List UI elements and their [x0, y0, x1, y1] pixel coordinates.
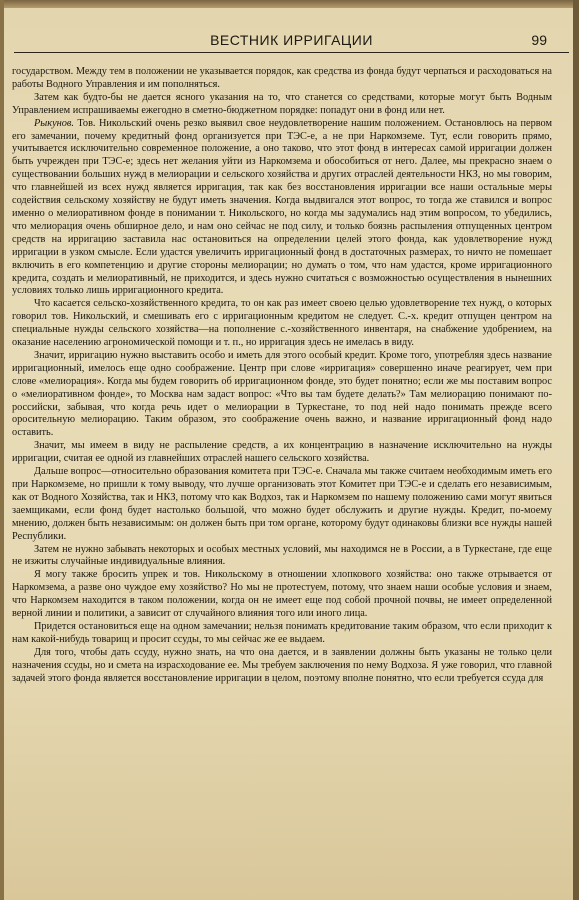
paragraph: Значит, мы имеем в виду не распыление средств, а их концентрацию в назначение исключительно на нужды ирригации, считая ее одной из главнейших отраслей нашего сельского хозяйства.: [12, 440, 552, 465]
paragraph: Значит, ирригацию нужно выставить особо и иметь для этого особый кредит. Кроме того, употребляя здесь название ирригационный, имелось еще одно соображение. Центр при слове «ирригация» совершенно иначе реагирует, чем при слове «мелиорация». Когда мы будем говорить об ирригационном фонде, это будет понятно; если же мы поставим вопрос о «мелиоративном фонде», то Москва нам задаст вопрос: «Что вы там будете делать?» Там мелиорацию понимают по-российски, забывая, что когда речь идет о мелиорации в Туркестане, то под ней надо понимать прежде всего оросительную мелиорацию. Таким образом, это соображение очень важно, и название ирригационный фонд надо оставить.: [12, 349, 552, 439]
body-text: [12, 66, 552, 686]
paragraph: Затем как будто-бы не дается ясного указания на то, что станется со средствами, которые могут быть Водным Управлением испрашиваемы ежегодно в сметно-бюджетном порядке: попадут они в фонд или нет.: [12, 91, 552, 116]
page-header: [14, 30, 569, 53]
paragraph: Для того, чтобы дать ссуду, нужно знать, на что она дается, и в заявлении должны быть указаны не только цели назначения ссуды, но и смета на израсходование ее. Мы требуем заключения по нему Водхоза. Я уже говорил, что главной задачей этого фонда является восстановление ирригации в целом, поэтому вполне понятно, что если требуется ссуда для: [12, 646, 552, 684]
paragraph: Рыкунов. Тов. Никольский очень резко выявил свое неудовлетворение нашим положением. Остановлюсь на первом его замечании, почему кредитный фонд организуется при ТЭС-е, а не при Наркомземе. Тут, если говорить прямо, учитывается исключительно современное положение, а оно таково, что этот фонд в интересах самой ирригации должен быть учрежден при ТЭС-е; здесь нет желания уйти из Наркомзема и обособиться от него. Далее, мы прекрасно знаем о существовании больших нужд в мелиорации и сельского хозяйства и других отраслей деятельности НКЗ, но мы говорим, что главнейшей из всех нужд является ирригация, так как без восстановления ирригации все наши остальные меры содействия сельскому хозяйству не будут иметь значения. Когда выдвигался этот вопрос, то тогда же ставился и вопрос именно о мелиоративном фонде в понимании т. Никольского, но когда мы задумались над этим вопросом, то убедились, что мелиорация очень обширное дело, и нам оно сейчас не под силу, и только боязнь распыления отпущенных центром средств на ирригацию заставила нас остановиться на определении целей этого фонда, как удовлетворение нужд ирригации в узком смысле. Если удастся увеличить ирригационный фонд в достаточных размерах, то ничто не помешает включить в его компетенцию и другие стороны мелиорации; но думать о том, что нам удастся, кроме ирригационного кредита, создать и мелиоративный, не приходится, и здесь нужно считаться с возможностью осуществления в нынешних условиях только лишь ирригационного кредита.: [12, 117, 552, 297]
speaker-name: Рыкунов.: [34, 117, 74, 129]
paragraph: государством. Между тем в положении не указывается порядок, как средства из фонда будут черпаться и расходоваться на работы Водного Управления и им пополняться.: [12, 66, 552, 90]
paragraph: Придется остановиться еще на одном замечании; нельзя понимать кредитование таким образом, что если приходит к нам какой-нибудь товарищ и просит ссуды, то мы сейчас же ее выдаем.: [12, 620, 552, 645]
paragraph: Я могу также бросить упрек и тов. Никольскому в отношении хлопкового хозяйства: оно также отрывается от Наркомзема, а разве оно чуждое ему хозяйство? Но мы не протестуем, потому, что знаем наши особые условия и знаем, что Наркомзем находится в таком положении, когда он не имеет еще под собой прочной почвы, не имеет определенной верной линии и политики, а зависит от случайного влияния того или иного лица.: [12, 569, 552, 620]
page-edge: [4, 0, 573, 8]
paragraph: Дальше вопрос—относительно образования комитета при ТЭС-е. Сначала мы также считаем необходимым иметь его при Наркомземе, но пришли к тому выводу, что лучше организовать этот Комитет при ТЭС-е и сделать его независимым, как от Водного Хозяйства, так и НКЗ, потому что как Водхоз, так и Наркомзем по нашему положению сами могут явиться заемщиками, если фонд будет настолько большой, что можно будет обслужить и другие нужды. Кредит, по-моему мнению, должен быть независимым: он должен быть при том органе, которому будут одинаковы близки все нужды нашей Республики.: [12, 466, 552, 542]
paragraph: Затем не нужно забывать некоторых и особых местных условий, мы находимся не в России, а в Туркестане, где еще не изжиты случайные индивидуальные влияния.: [12, 543, 552, 568]
running-title: ВЕСТНИК ИРРИГАЦИИ: [210, 32, 373, 48]
paragraph: Что касается сельско-хозяйственного кредита, то он как раз имеет своею целью удовлетворение тех нужд, о которых говорил тов. Никольский, и смешивать его с ирригационным кредитом не следует. С.-х. кредит отпущен центром на специальные нужды сельского хозяйства—на пополнение с.-хозяйственного инвентаря, на снабжение удобрением, на оказание населению агрономической помощи и т. п., но ирригация здесь не имелась в виду.: [12, 298, 552, 349]
page-number: 99: [531, 32, 547, 48]
